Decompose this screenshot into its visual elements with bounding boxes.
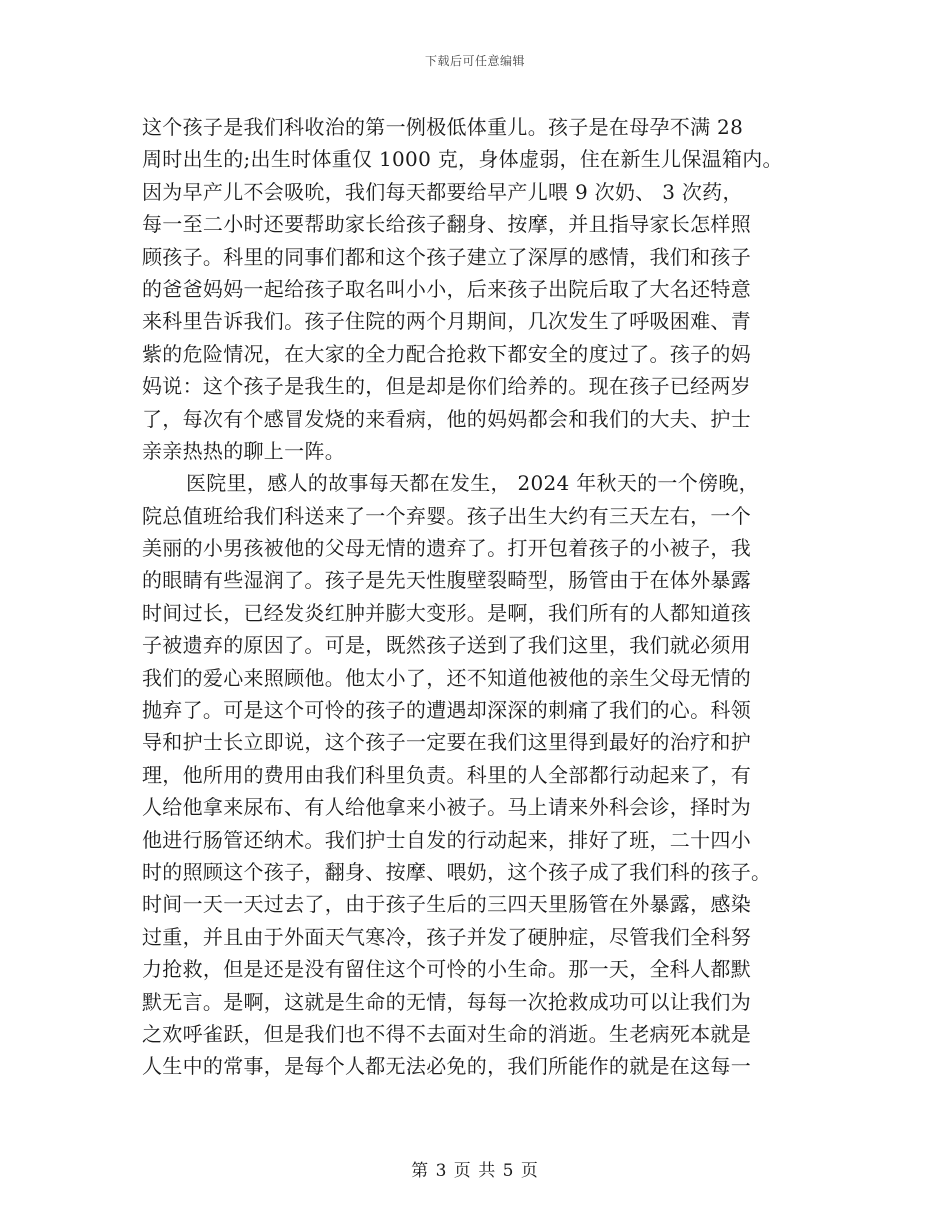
- text-line: 他进行肠管还纳术。我们护士自发的行动起来，排好了班，二十四小: [142, 827, 751, 852]
- paragraph-start-line: 医院里，感人的故事每天都在发生， 2024 年秋天的一个傍晚，: [186, 471, 759, 496]
- text-line: 力抢救，但是还是没有留住这个可怜的小生命。那一天，全科人都默: [142, 957, 751, 982]
- text-line: 之欢呼雀跃，但是我们也不得不去面对生命的消逝。生老病死本就是: [142, 1021, 751, 1046]
- text-line: 默无言。是啊，这就是生命的无情，每每一次抢救成功可以让我们为: [142, 989, 751, 1014]
- text-line: 来科里告诉我们。孩子住院的两个月期间，几次发生了呼吸困难、青: [142, 309, 751, 334]
- page-footer: 第 3 页 共 5 页: [411, 1161, 539, 1181]
- text-line: 这个孩子是我们科收治的第一例极低体重儿。孩子是在母孕不满 28: [142, 115, 744, 139]
- text-line: 时的照顾这个孩子，翻身、按摩、喂奶，这个孩子成了我们科的孩子。: [142, 859, 772, 884]
- document-body: [142, 111, 822, 1083]
- text-line: 亲亲热热的聊上一阵。: [142, 438, 345, 463]
- text-line: 的爸爸妈妈一起给孩子取名叫小小，后来孩子出院后取了大名还特意: [142, 276, 751, 301]
- text-line: 子被遗弃的原因了。可是，既然孩子送到了我们这里，我们就必须用: [142, 633, 751, 658]
- text-line: 院总值班给我们科送来了一个弃婴。孩子出生大约有三天左右，一个: [142, 503, 751, 528]
- text-line: 美丽的小男孩被他的父母无情的遗弃了。打开包着孩子的小被子，我: [142, 536, 751, 561]
- page-header: 下载后可任意编辑: [424, 54, 525, 68]
- text-line: 周时出生的;出生时体重仅 1000 克，身体虚弱，住在新生儿保温箱内。: [142, 147, 783, 172]
- text-line: 时间过长，已经发炎红肿并膨大变形。是啊，我们所有的人都知道孩: [142, 600, 751, 625]
- text-line: 时间一天一天过去了，由于孩子生后的三四天里肠管在外暴露，感染: [142, 892, 751, 917]
- text-line: 人给他拿来尿布、有人给他拿来小被子。马上请来外科会诊，择时为: [142, 795, 751, 820]
- text-line: 人生中的常事，是每个人都无法必免的，我们所能作的就是在这每一: [142, 1054, 751, 1079]
- text-line: 抛弃了。可是这个可怜的孩子的遭遇却深深的刺痛了我们的心。科领: [142, 698, 751, 723]
- text-line: 每一至二小时还要帮助家长给孩子翻身、按摩，并且指导家长怎样照: [142, 212, 751, 237]
- text-line: 我们的爱心来照顾他。他太小了，还不知道他被他的亲生父母无情的: [142, 665, 751, 690]
- text-line: 妈说：这个孩子是我生的，但是却是你们给养的。现在孩子已经两岁: [142, 374, 751, 399]
- text-line: 的眼睛有些湿润了。孩子是先天性腹壁裂畸型，肠管由于在体外暴露: [142, 568, 751, 593]
- text-line: 理，他所用的费用由我们科里负责。科里的人全部都行动起来了，有: [142, 762, 751, 787]
- text-line: 顾孩子。科里的同事们都和这个孩子建立了深厚的感情，我们和孩子: [142, 244, 751, 269]
- text-line: 因为早产儿不会吸吮，我们每天都要给早产儿喂 9 次奶、 3 次药，: [142, 179, 743, 204]
- text-line: 了，每次有个感冒发烧的来看病，他的妈妈都会和我们的大夫、护士: [142, 406, 751, 431]
- text-line: 过重，并且由于外面天气寒冷，孩子并发了硬肿症，尽管我们全科努: [142, 924, 751, 949]
- text-line: 紫的危险情况，在大家的全力配合抢救下都安全的度过了。孩子的妈: [142, 341, 751, 366]
- text-line: 导和护士长立即说，这个孩子一定要在我们这里得到最好的治疗和护: [142, 730, 751, 755]
